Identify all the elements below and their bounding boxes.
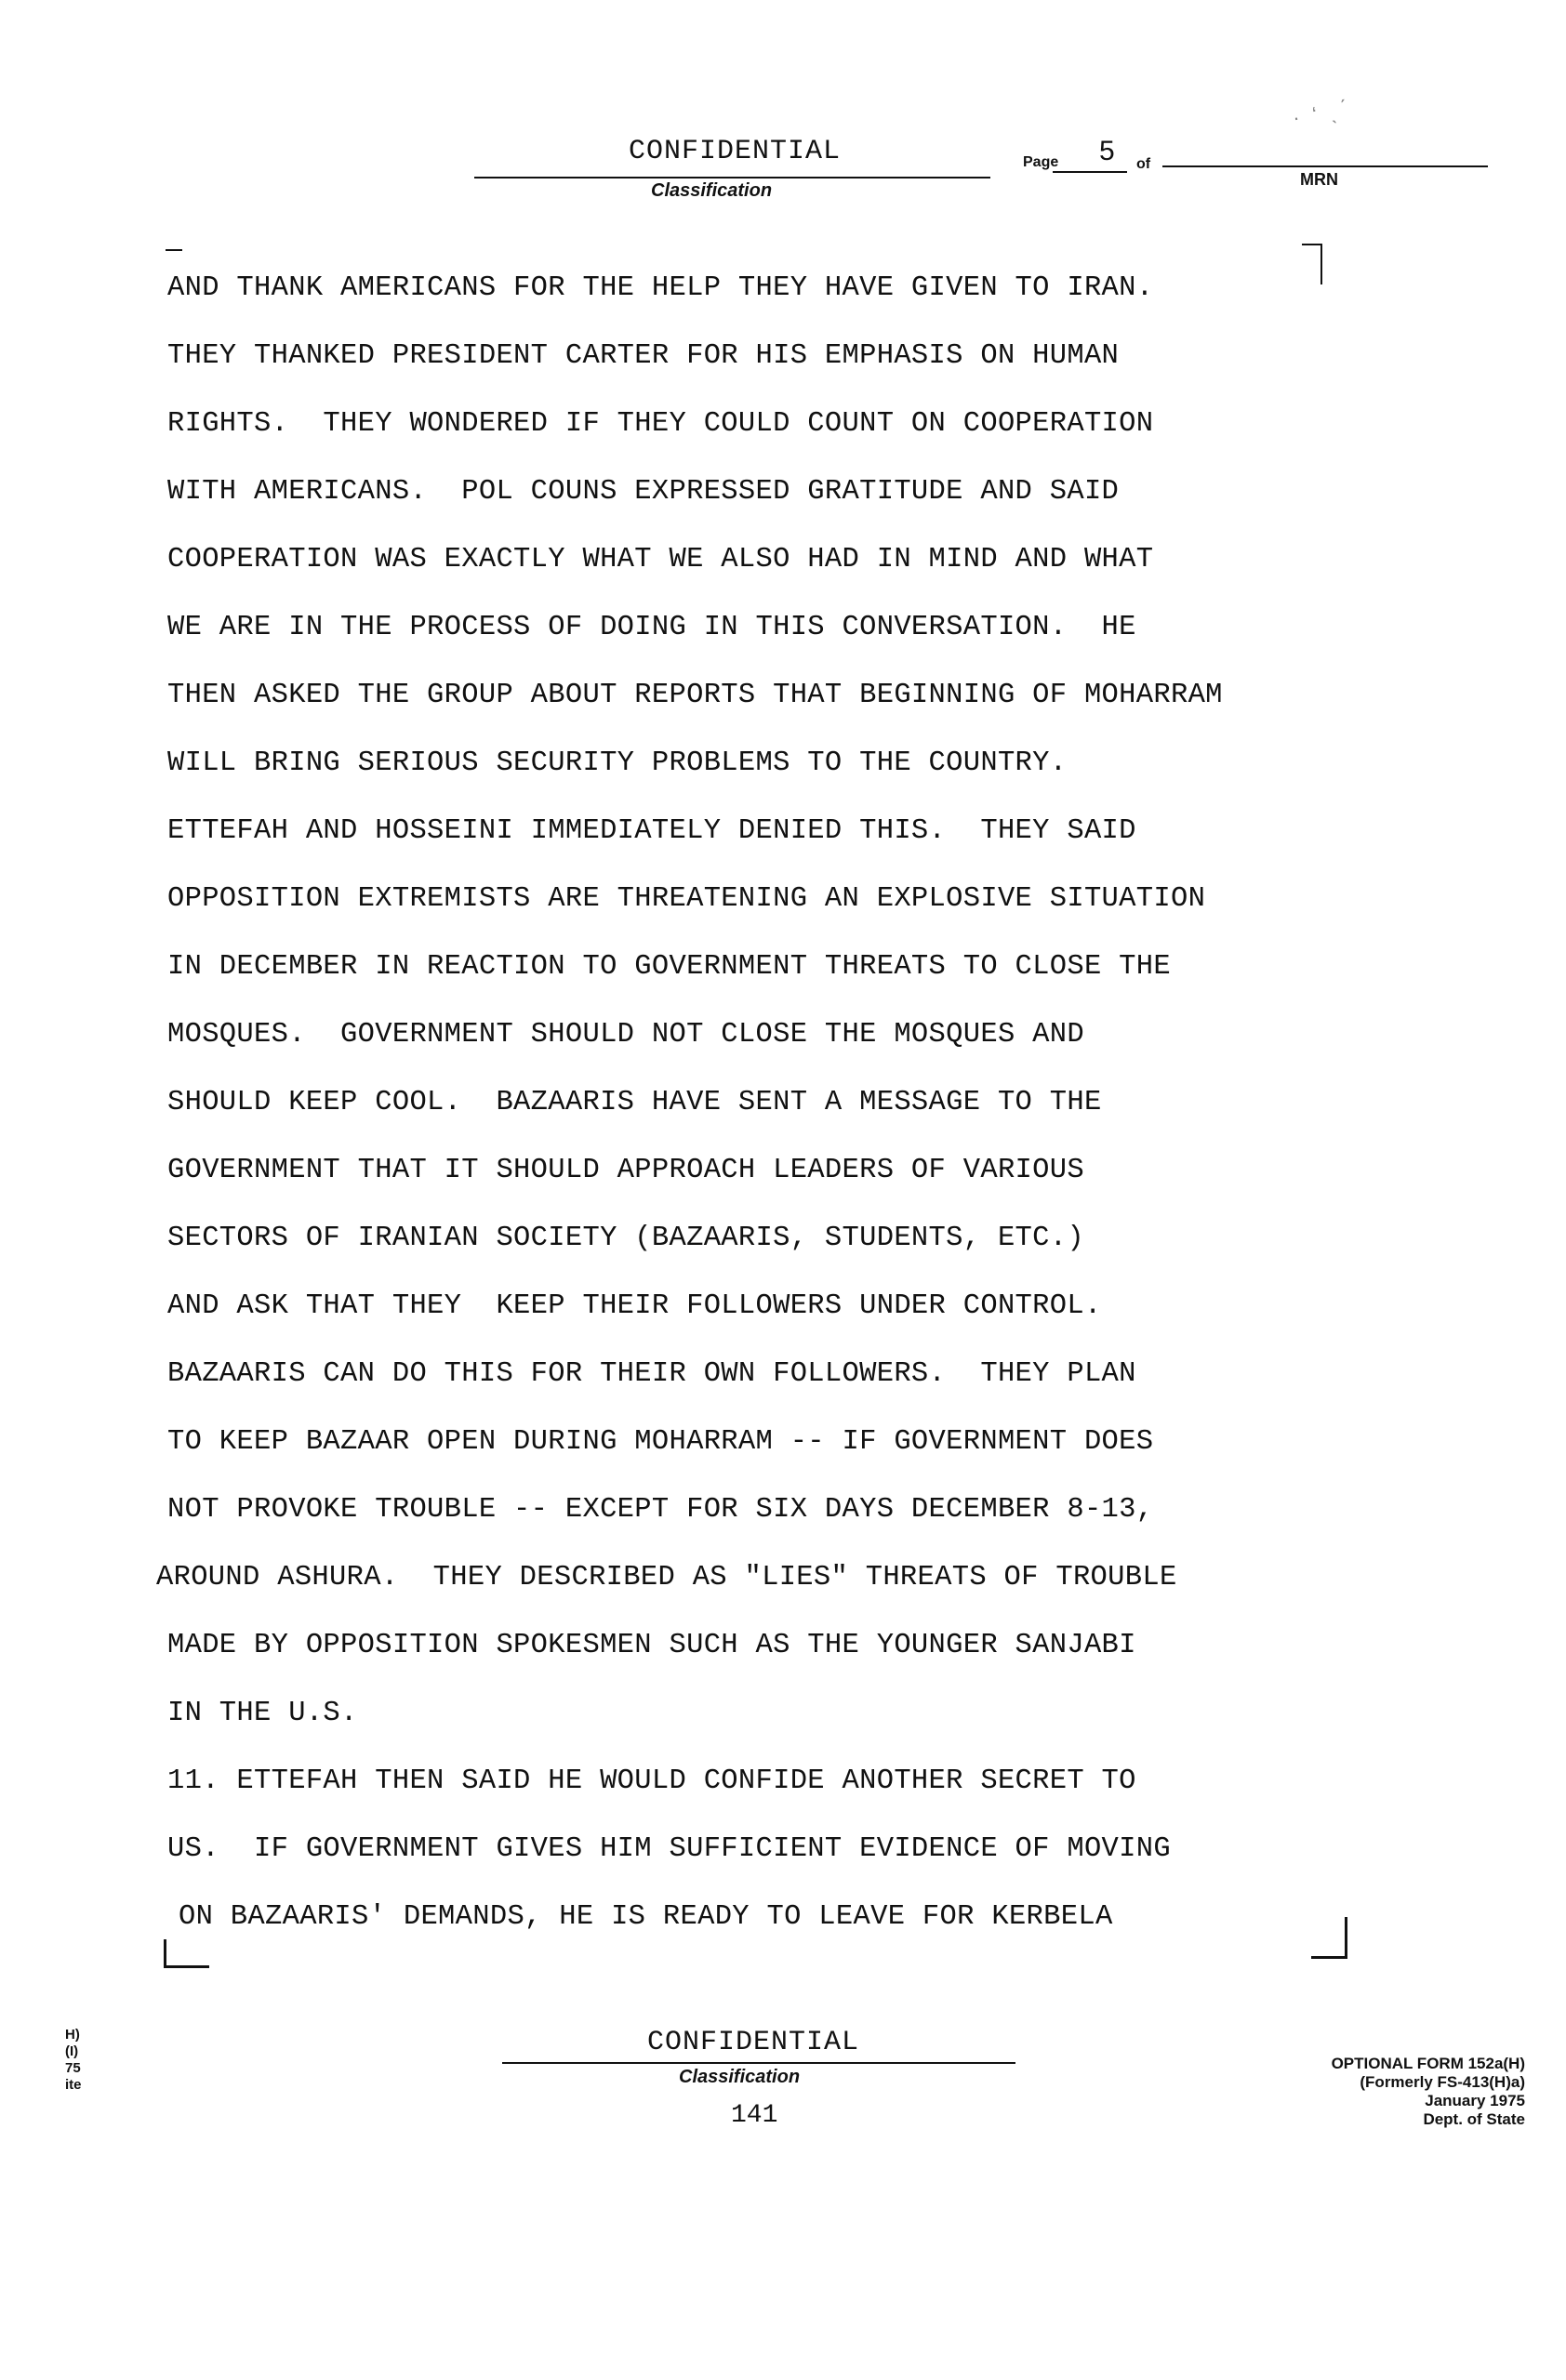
body-line: 11. ETTEFAH THEN SAID HE WOULD CONFIDE ANOTHER SECRET TO xyxy=(167,1765,1136,1797)
footer-classification-label: Classification xyxy=(679,2067,801,2087)
body-line: US. IF GOVERNMENT GIVES HIM SUFFICIENT EVIDENCE OF MOVING xyxy=(167,1833,1171,1865)
body-line: TO KEEP BAZAAR OPEN DURING MOHARRAM -- IF GOVERNMENT DOES xyxy=(167,1426,1154,1458)
body-line: GOVERNMENT THAT IT SHOULD APPROACH LEADERS OF VARIOUS xyxy=(167,1155,1084,1186)
header-page-rule xyxy=(1053,171,1127,173)
body-line: ETTEFAH AND HOSSEINI IMMEDIATELY DENIED THIS. THEY SAID xyxy=(167,815,1136,847)
body-line: WE ARE IN THE PROCESS OF DOING IN THIS CONVERSATION. HE xyxy=(167,612,1136,643)
form-line: Dept. of State xyxy=(1423,2110,1525,2128)
body-line: ON BAZAARIS' DEMANDS, HE IS READY TO LEAVE FOR KERBELA xyxy=(179,1901,1113,1933)
body-line: SECTORS OF IRANIAN SOCIETY (BAZAARIS, STUDENTS, ETC.) xyxy=(167,1223,1084,1254)
header-stamp-mark: · ʻ ˎ ́ xyxy=(1291,98,1352,130)
body-line: WITH AMERICANS. POL COUNS EXPRESSED GRATITUDE AND SAID xyxy=(167,476,1120,508)
body-line: AROUND ASHURA. THEY DESCRIBED AS "LIES" THREATS OF TROUBLE xyxy=(156,1562,1177,1593)
body-line: THEY THANKED PRESIDENT CARTER FOR HIS EMPHASIS ON HUMAN xyxy=(167,340,1120,372)
bracket-bottom-left xyxy=(164,1939,209,1968)
optional-form-block xyxy=(1209,2055,1525,2129)
form-line: January 1975 xyxy=(1425,2092,1525,2109)
form-line: OPTIONAL FORM 152a(H) xyxy=(1331,2055,1525,2072)
body-line: AND ASK THAT THEY KEEP THEIR FOLLOWERS UNDER CONTROL. xyxy=(167,1290,1102,1322)
body-line: IN THE U.S. xyxy=(167,1698,358,1729)
header-page-label: Page xyxy=(1023,154,1059,170)
body-line: AND THANK AMERICANS FOR THE HELP THEY HAVE GIVEN TO IRAN. xyxy=(167,272,1154,304)
edge-text-line: ite xyxy=(65,2077,82,2093)
edge-text-line: 75 xyxy=(65,2060,81,2076)
body-line: IN DECEMBER IN REACTION TO GOVERNMENT THREATS TO CLOSE THE xyxy=(167,951,1171,983)
edge-text-line: H) xyxy=(65,2027,80,2043)
body-line: NOT PROVOKE TROUBLE -- EXCEPT FOR SIX DAYS DECEMBER 8-13, xyxy=(167,1494,1154,1526)
footer-classification-rule xyxy=(502,2062,1015,2064)
form-line: (Formerly FS-413(H)a) xyxy=(1360,2073,1525,2091)
bracket-top-left xyxy=(166,249,182,251)
header-mrn-rule xyxy=(1162,165,1488,167)
body-line: WILL BRING SERIOUS SECURITY PROBLEMS TO THE COUNTRY. xyxy=(167,747,1068,779)
body-line: COOPERATION WAS EXACTLY WHAT WE ALSO HAD IN MIND AND WHAT xyxy=(167,544,1154,575)
header-page-number: 5 xyxy=(1099,136,1115,166)
body-line: RIGHTS. THEY WONDERED IF THEY COULD COUNT ON COOPERATION xyxy=(167,408,1154,440)
header-mrn-label: MRN xyxy=(1300,170,1338,189)
footer-page-number: 141 xyxy=(731,2101,778,2130)
header-of-label: of xyxy=(1136,156,1151,172)
header-classification-label: Classification xyxy=(651,180,773,201)
body-line: MOSQUES. GOVERNMENT SHOULD NOT CLOSE THE MOSQUES AND xyxy=(167,1019,1084,1051)
edge-text-line: (I) xyxy=(65,2043,79,2059)
header-classification: CONFIDENTIAL xyxy=(629,136,842,167)
body-line: THEN ASKED THE GROUP ABOUT REPORTS THAT BEGINNING OF MOHARRAM xyxy=(167,680,1223,711)
footer-classification: CONFIDENTIAL xyxy=(647,2027,860,2058)
bracket-bottom-right xyxy=(1311,1917,1347,1959)
left-edge-text xyxy=(65,2027,82,2094)
body-line: SHOULD KEEP COOL. BAZAARIS HAVE SENT A MESSAGE TO THE xyxy=(167,1087,1102,1118)
body-line: BAZAARIS CAN DO THIS FOR THEIR OWN FOLLOWERS. THEY PLAN xyxy=(167,1358,1136,1390)
header-classification-rule xyxy=(474,177,990,178)
body-line: MADE BY OPPOSITION SPOKESMEN SUCH AS THE YOUNGER SANJABI xyxy=(167,1630,1136,1661)
body-line: OPPOSITION EXTREMISTS ARE THREATENING AN EXPLOSIVE SITUATION xyxy=(167,883,1206,915)
bracket-top-right xyxy=(1302,244,1322,284)
